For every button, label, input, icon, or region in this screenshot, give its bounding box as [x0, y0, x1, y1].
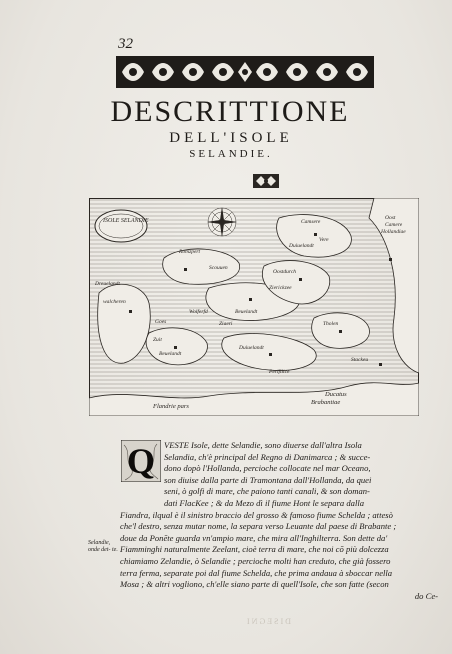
map-artwork — [89, 198, 419, 416]
map-label: Hollandiae — [381, 229, 406, 235]
page-title: DESCRITTIONE — [110, 95, 350, 128]
text-line: Selandia, ch'è principal del Regno di Danimarca ; & succe- — [164, 451, 371, 462]
text-line: dati FlacKee ; & da Mezo dì il fiume Hont le separa dalla — [164, 497, 365, 508]
map-label: Brabantiae — [311, 399, 341, 406]
page-number: 32 — [118, 36, 133, 52]
map-label: Ziaeri — [219, 321, 233, 327]
map-label: Zuit — [153, 337, 162, 343]
map-label: Beuelandt — [159, 351, 182, 357]
map-label: Stackeu — [351, 357, 369, 363]
text-line-catchword: do Ce- — [414, 590, 438, 601]
text-line: Mosa ; & altri vogliono, ch'elle siano parte di quell'Isole, che son fatte (secon — [120, 579, 389, 590]
map-cartouche-title: ISOLE SELANDIE — [103, 218, 149, 224]
text-line: terra ferma, separate poi dal fiume Schelda, che prima andaua à sboccar nella — [120, 567, 393, 578]
map-label: Tholen — [323, 321, 339, 327]
map-label: Vere — [319, 237, 329, 243]
drop-cap — [121, 440, 161, 482]
text-line: son diuise dalla parte di Tramontana dall'Hollanda, da quei — [164, 474, 372, 485]
map-label: Ducatus — [325, 391, 347, 398]
text-line: Fiandra, ilqual è il sinistro braccio del grosso & famoso fiume Schelda ; attesò — [120, 509, 393, 520]
bleed-through-text: DISEGNI — [245, 617, 291, 626]
map-label: Scouuen — [209, 265, 228, 271]
map-label: Camere — [385, 222, 403, 228]
text-line: che'l destro, senza mutar nome, la separa verso Leuante dal paese di Brabante ; — [120, 521, 397, 532]
text-line: VESTE Isole, dette Selandie, sono diuerse dall'altra Isola — [164, 440, 362, 450]
text-line: doue da Ponēte guarda vn'ampio mare, che mira all'Inghilterra. Son dette da' — [120, 532, 388, 543]
fleuron-ornament — [253, 174, 279, 188]
text-line: seni, ò golfi di mare, che paiono tanti canali, & son doman- — [164, 486, 370, 497]
ornament-band — [116, 56, 374, 88]
map-label: walcheren — [103, 299, 126, 305]
map-engraving — [89, 198, 419, 416]
map-label: Duiuelandt — [289, 243, 314, 249]
map-label: Perlfilice — [269, 369, 290, 375]
page-subtitle-2: SELANDIE. — [189, 148, 273, 160]
map-label: Beuelandt — [235, 309, 258, 315]
text-line: dono dopò l'Hollanda, percioche collocate nel mar Oceano, — [164, 463, 371, 474]
text-line: chiamiamo Zelandie, ò Selandie ; percioche molti han creduto, che già fossero — [120, 555, 391, 566]
map-label: Camsere — [301, 219, 321, 225]
map-label: Duiuelandt — [239, 345, 264, 351]
map-label: Wolferfd — [189, 309, 208, 315]
text-line: Fiamminghi naturalmente Zeelant, cioè terra di mare, che noi cō più dolcezza — [120, 544, 389, 555]
map-label: Dreuelandt — [95, 281, 120, 287]
drop-cap-letter: Q — [126, 441, 155, 481]
body-text — [120, 440, 438, 602]
map-label: Oost — [385, 215, 396, 221]
map-label: Romzpert — [179, 249, 201, 255]
map-label: Goes — [155, 319, 167, 325]
page-subtitle: DELL'ISOLE — [169, 130, 293, 146]
map-label: Zierickzee — [269, 285, 292, 291]
margin-note: Selandie, onde det- te. — [88, 540, 118, 553]
map-label: Oostdurch — [273, 269, 297, 275]
map-label: Flandrie pars — [153, 403, 189, 410]
